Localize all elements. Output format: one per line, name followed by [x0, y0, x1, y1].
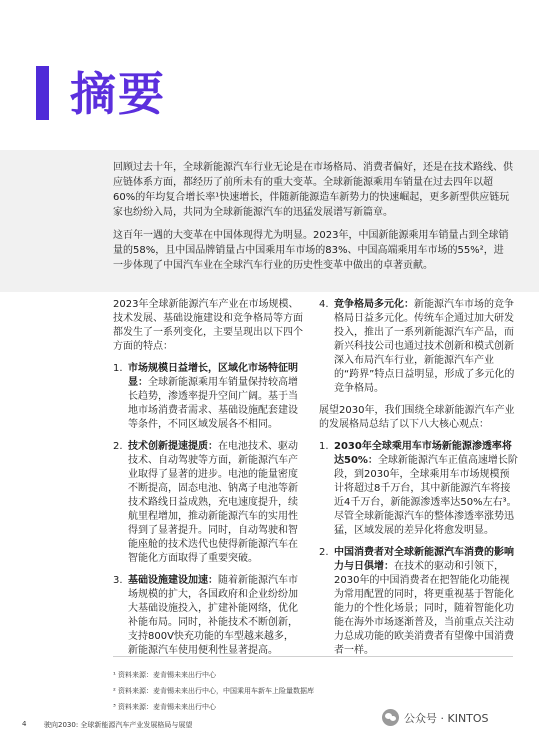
- right-lead-paragraph: 展望2030年，我们围绕全球新能源汽车产业的发展格局总结了以下八大核心观点：: [319, 405, 515, 430]
- intro-paragraph: 回顾过去十年，全球新能源汽车行业无论是在市场格局、消费者偏好，还是在技术路线、供应链体系方面，都经历了前所未有的重大变革。全球新能源乘用车销量在过去四年以超60%的年均复合增长率¹快速增长，伴随新能源造车新势力的快速崛起，更多新型供应链玩家也纷纷入局，共同为全球新能源汽车的迅猛发展谱写新篇章。: [113, 162, 513, 218]
- left-lead-paragraph: 2023年全球新能源汽车产业在市场规模、技术发展、基础设施建设和竞争格局等方面都发生了一系列变化，主要呈现出以下四个方面的特点：: [113, 299, 303, 352]
- list-heading: 竞争格局多元化：: [334, 299, 414, 310]
- left-column: [113, 298, 303, 666]
- page-number: 4: [22, 720, 27, 728]
- list-item: [319, 546, 519, 658]
- list-number: 2.: [113, 441, 123, 452]
- list-item: [319, 298, 519, 396]
- list-heading: 市场规模日益增长，区域化市场特征明显：: [128, 363, 298, 388]
- list-item: [113, 574, 303, 658]
- right-column: [319, 298, 519, 666]
- list-heading: 技术创新提速提质：: [128, 441, 218, 452]
- list-number: 3.: [113, 575, 123, 586]
- footnote: ³ 资料来源：麦肯锡未来出行中心: [113, 703, 217, 711]
- footnote-divider: [113, 656, 513, 657]
- wechat-icon: [382, 709, 399, 726]
- running-title: 驶向2030: 全球新能源汽车产业发展格局与展望: [44, 721, 193, 729]
- watermark: [382, 709, 489, 726]
- list-text: 新能源汽车市场的竞争格局日益多元化。传统车企通过加大研发投入，推出了一系列新能源汽车产品，而新兴科技公司也通过技术创新和模式创新深入布局汽车行业，新能源汽车产业的“跨界”特点日益明显，形成了多元化的竞争格局。: [334, 299, 515, 394]
- list-heading: 基础设施建设加速：: [128, 575, 218, 586]
- footnote: ¹ 资料来源：麦肯锡未来出行中心: [113, 671, 217, 679]
- list-text: 随着新能源汽车市场规模的扩大，各国政府和企业纷纷加大基础设施投入，扩建补能网络，优化补能布局。同时，补能技术不断创新，支持800V快充功能的车型越来越多，新能源汽车使用便利性显著提高。: [128, 575, 298, 656]
- list-number: 1.: [113, 363, 123, 374]
- list-text: 在电池技术、驱动技术、自动驾驶等方面，新能源汽车产业取得了显著的进步。电池的能量密度不断提高，固态电池、钠离子电池等新技术路线日益成熟，充电速度提升，续航里程增加，推动新能源汽车的实用性得到了显著提升。同时，自动驾驶和智能座舱的技术迭代也使得新能源汽车在智能化方面取得了重要突破。: [128, 441, 298, 564]
- watermark-text: 公众号 · KINTOS: [404, 711, 489, 725]
- list-number: 4.: [319, 299, 329, 310]
- list-item: [319, 440, 519, 538]
- list-text: 在技术的驱动和引领下，2030年的中国消费者在把智能化功能视为常用配置的同时，将更重视基于智能化能力的个性化场景；同时，随着智能化功能在海外市场逐渐普及，当前重点关注动力总成功能的欧美消费者有望像中国消费者一样。: [334, 561, 514, 656]
- title-accent-bar: [36, 66, 49, 120]
- page-title: 摘要: [70, 67, 166, 121]
- footnote: ² 资料来源：麦肯锡未来出行中心，中国乘用车新车上险量数据库: [113, 687, 315, 695]
- list-heading: 中国消费者对全球新能源汽车消费的影响力与日俱增：: [334, 547, 514, 572]
- list-item: [113, 362, 303, 432]
- list-number: 2.: [319, 547, 329, 558]
- intro-paragraph: 这百年一遇的大变革在中国体现得尤为明显。2023年，中国新能源乘用车销量占到全球销量的58%，且中国品牌销量占中国乘用车市场的83%、中国高端乘用车市场的55%²，进一步体现了中国汽车业在全球汽车行业的历史性变革中做出的卓著贡献。: [113, 230, 509, 271]
- list-item: [113, 440, 303, 566]
- list-number: 1.: [319, 441, 329, 452]
- list-text: 全球新能源汽车正值高速增长阶段，到2030年，全球乘用车市场规模预计将超过8千万台，其中新能源汽车将接近4千万台，新能源渗透率达50%左右³。尽管全球新能源汽车的整体渗透率涨势迅猛，区域发展的差异化将愈发明显。: [334, 455, 518, 536]
- list-heading: 2030年全球乘用车市场新能源渗透率将达50%：: [334, 441, 512, 466]
- list-text: 全球新能源乘用车销量保持较高增长趋势，渗透率提升空间广阔。基于当地市场消费者需求、基础设施配套建设等条件，不同区域发展各不相同。: [128, 377, 298, 430]
